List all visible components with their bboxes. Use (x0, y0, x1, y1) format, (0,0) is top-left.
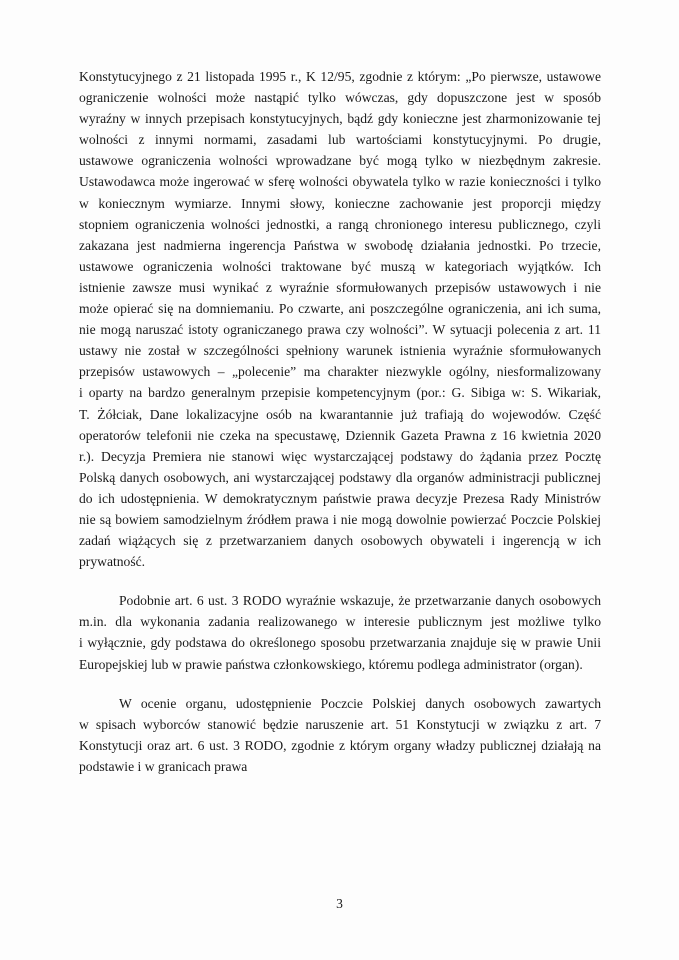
text-line: w koniecznym wymiarze. Innymi słowy, konieczne zachowanie jest proporcji między (79, 195, 601, 211)
text-line: podstawie i w granicach prawa (79, 758, 248, 774)
text-line: zakazana jest nadmierna ingerencja Państwa w swobodę działania jednostki. Po trzecie, (79, 237, 601, 253)
text-line: wolności z innymi normami, zasadami lub wartościami konstytucyjnymi. Po drugie, (79, 132, 601, 148)
text-line: i wyłącznie, gdy podstawa do określonego sposobu przetwarzania znajduje się w prawie Unii (79, 635, 601, 651)
text-line: nie są bowiem samodzielnym źródłem prawa i nie mogą dowolnie powierzać Poczcie Polskiej (79, 511, 601, 527)
text-line: Konstytucji oraz art. 6 ust. 3 RODO, zgodnie z którym organy władzy publicznej działają na (79, 737, 601, 753)
text-line: stopniem ograniczenia wolności jednostki, a rangą chronionego interesu publicznego, czyli (79, 216, 601, 232)
text-line: W ocenie organu, udostępnienie Poczcie Polskiej danych osobowych zawartych (119, 695, 601, 711)
text-line: ograniczenie wolności może nastąpić tylko wówczas, gdy dopuszczone jest w sposób (79, 90, 601, 106)
paragraph-spacer (79, 675, 601, 693)
text-line: w spisach wyborców stanowić będzie naruszenie art. 51 Konstytucji w związku z art. 7 (79, 716, 601, 732)
document-body (79, 66, 601, 777)
text-line: nie mogą naruszać istoty ograniczanego prawa czy wolności”. W sytuacji polecenia z art. 11 (79, 322, 601, 338)
paragraph-1 (79, 66, 601, 572)
text-line: zadań wiążących się z przetwarzaniem danych osobowych obywateli i ingerencją w ich (79, 533, 601, 549)
text-line: Europejskiej lub w prawie państwa członkowskiego, któremu podlega administrator (organ). (79, 656, 583, 672)
text-line: r.). Decyzja Premiera nie stanowi więc wystarczającej podstawy do żądania przez Pocztę (79, 448, 601, 464)
text-line: przepisów ustawowych – „polecenie” ma charakter niezwykle ogólny, niesformalizowany (79, 364, 601, 380)
text-line: do ich udostępnienia. W demokratycznym państwie prawa decyzje Prezesa Rady Ministrów (79, 490, 601, 506)
text-line: i oparty na bardzo generalnym przepisie kompetencyjnym (por.: G. Sibiga w: S. Wikariak, (79, 385, 601, 401)
text-line: Ustawodawca może ingerować w sferę wolności obywatela tylko w razie konieczności i tylko (79, 174, 601, 190)
text-line: istnienie zawsze musi wynikać z wyraźnie sformułowanych przepisów ustawowych i nie (79, 279, 601, 295)
text-line: Konstytucyjnego z 21 listopada 1995 r., K 12/95, zgodnie z którym: „Po pierwsze, ustawowe (79, 69, 601, 84)
text-line: T. Żółciak, Dane lokalizacyjne osób na kwarantannie już trafiają do wojewodów. Część (79, 406, 601, 422)
paragraph-2 (79, 590, 601, 674)
paragraph-3 (79, 693, 601, 777)
text-line: ustawy nie został w szczególności spełniony warunek istnienia wyraźnie sformułowanych (79, 343, 601, 359)
text-line: może opierać się na domniemaniu. Po czwarte, ani poszczególne ograniczenia, ani ich suma, (79, 301, 601, 317)
paragraph-spacer (79, 572, 601, 590)
text-line: ustawowe ograniczenia wolności traktowane być muszą w kategoriach wyjątków. Ich (79, 258, 601, 274)
text-line: Polską danych osobowych, ani wystarczającej podstawy dla organów administracji publicznej (79, 469, 601, 485)
page-number: 3 (336, 896, 343, 911)
text-line: Podobnie art. 6 ust. 3 RODO wyraźnie wskazuje, że przetwarzanie danych osobowych (119, 593, 601, 609)
text-line: m.in. dla wykonania zadania realizowanego w interesie publicznym jest możliwe tylko (79, 614, 601, 630)
text-line: ustawowe ograniczenia wolności wprowadzane być mogą tylko w niezbędnym zakresie. (79, 153, 601, 169)
text-line: wyraźny w innych przepisach konstytucyjnych, bądź gdy konieczne jest zharmonizowanie tej (79, 111, 601, 127)
text-line: prywatność. (79, 554, 146, 570)
text-line: operatorów telefonii nie czeka na specustawę, Dziennik Gazeta Prawna z 16 kwietnia 2020 (79, 427, 601, 443)
